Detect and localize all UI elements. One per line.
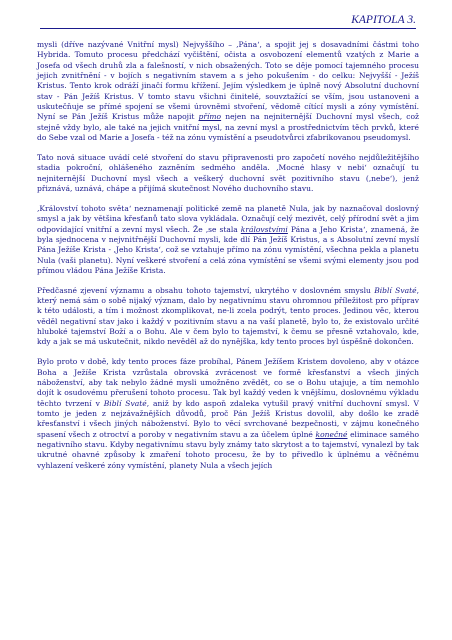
italic-text: Biblí Svaté <box>374 285 417 295</box>
emphasized-text: přímo <box>198 112 222 122</box>
paragraph <box>37 204 419 276</box>
text-run: Předčasné zjevení významu a obsahu tohoto tajemství, ukrytého v doslovném smyslu <box>37 285 375 295</box>
page-body <box>37 40 419 471</box>
text-run: , aniž by kdo aspoň zdaleka vytušil pravý vnitřní duchovní smysl. V tomto je jeden z nejzávažnějších důvodů, proč Pán Ježíš Kristus dovolil, aby došlo ke zradě křesťanství i všech jiných náboženství. Bylo to věcí svrchované bezpečnosti, v zájmu konečného spasení všech z otroctví a poroby v negativním stavu a za účelem úplné <box>37 398 419 439</box>
paragraph <box>37 357 419 471</box>
text-run: Pána a Jeho Krista‘, znamená, že byla sjednocena v nejvnitřnější Duchovní mysli, kde dlí Pán Ježíš Kristus, a s Absolutní zevní myslí Pána Ježíše Krista - ‚Jeho Krista‘, což se vztahuje přímo na zónu vymístění, všechna pekla a planetu Nula (vaši planetu). Nyní veškeré stvoření a celá zóna vymístění se všemi svými elementy jsou pod přímou vládou Pána Ježíše Krista. <box>37 224 419 275</box>
text-run: ‚Království tohoto světa‘ neznamenají politické země na planetě Nula, jak by naznačoval doslovný smysl a jak by většina křesťanů tato slova vykládala. Označují celý mezivět, celý přírodní svět a jim odpovídající vnitřní a zevní mysl všech. Že ‚se stala <box>37 203 419 234</box>
paragraph <box>37 40 419 143</box>
text-run: mysli (dříve nazývané Vnitřní mysl) Nejvyššího – ‚Pána‘, a spojit jej s dosavadními částmi toho Hybrida. Tomuto procesu předchází vyčištění, očista a osvobození elementů vzatých z Marie a Josefa od všech druhů zla a falešností, v nich obsažených. Toto se děje pomocí tajemného procesu jejich zvnitřnění - v bojích s negativním stavem a s jeho pokušením - do celku: Nejvyšší - Ježíš Kristus. Tento krok odráží jinačí formu křížení. Jejím výsledkem je úplně nový Absolutní duchovní stav - Pán Ježíš Kristus. V tomto stavu všichni činitelé, souvztažící se vším, jsou ustanoveni a uskutečňuje se přímé spojení se všemi úrovněmi stvoření, vědomě cítící mysli a zóny vymístění. Nyní se Pán Ježíš Kristus může napojit <box>37 40 419 122</box>
text-run: eliminace samého negativního stavu. Kdyby negativnímu stavu byly známy tato skrytost a to tajemství, vynalezl by tak ukrutné ohavné způsoby k zmaření tohoto procesu, že by to přivedlo k úplnému a věčnému vyhlazení veškeré zóny vymístění, planety Nula a všech jejích <box>37 429 419 470</box>
chapter-title: KAPITOLA 3. <box>351 14 416 26</box>
italic-text: Biblí Svaté <box>103 398 147 408</box>
emphasized-text: královstvími <box>240 224 288 234</box>
paragraph <box>37 286 419 348</box>
text-run: nejen na nejniternější Duchovní mysl všech, což stejně vždy bylo, ale také na jejich vnitřní mysl, na zevní mysl a prostřednictvím těch prvků, které do Sebe vzal od Marie a Josefa - též na zónu vymístění a pseudotvůrci zfabrikovanou pseudomysl. <box>37 112 419 143</box>
text-run: Tato nová situace uvádí celé stvoření do stavu připravenosti pro započetí nového nejdůležitějšího stadia pokroční, ohlášeného zazněním sedmého anděla. ‚Mocné hlasy v nebi‘ označují tu nejniternější Duchovní mysl všech a veškerý duchovní svět pozitivního stavu (‚nebe‘), jenž přiznává, uznává, chápe a přijímá skutečnost Nového duchovního stavu. <box>37 152 419 193</box>
text-run: Bylo proto v době, kdy tento proces fáze probíhal, Pánem Ježíšem Kristem dovoleno, aby v otázce Boha a Ježíše Krista vzrůstala obrovská zvrácenost ve formě křesťanství a všech jiných náboženství, aby tak nebylo žádné mysli umožněno zvědět, co se o Bohu utajuje, a tím nemohlo dojít k osudovému přerušení tohoto procesu. Tak byl každý veden k vnějšímu, doslovnému výkladu těchto tvrzení v <box>37 357 419 408</box>
emphasized-text: konečné <box>315 429 348 439</box>
text-run: , který nemá sám o sobě nijaký význam, dalo by negativnímu stavu ohromnou příležitost pro příprav k této události, a tím i možnost zkomplikovat, ne-li zcela podrýt, tento proces. Jedinou věc, kterou věděl negativní stav jako i každý v pozitivním stavu a na vaší planetě, bylo to, že existovalo určité hluboké tajemství Boží a o Bohu. Ale v čem bylo to tajemství, k čemu se přesně vztahovalo, kde, kdy a jak se má uskutečnit, nikdo nevěděl až do nynějška, kdy tento proces byl úspěšně dokončen. <box>37 285 420 347</box>
paragraph <box>37 153 419 194</box>
chapter-header <box>40 14 416 29</box>
